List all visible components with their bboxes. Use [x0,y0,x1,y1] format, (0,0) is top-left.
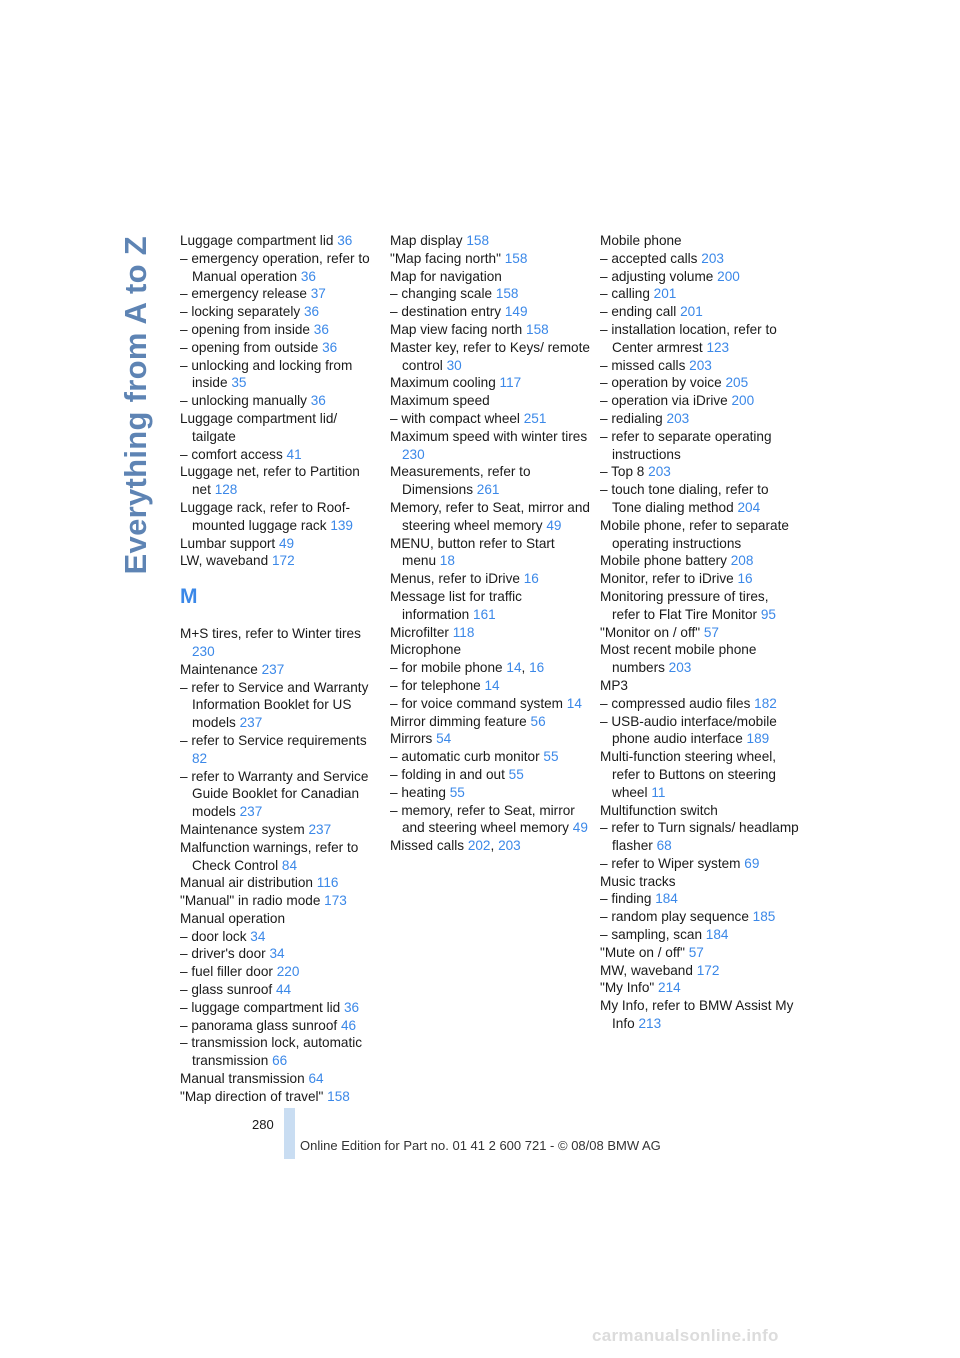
index-term: Missed calls [390,838,465,854]
footer-edition-note: Online Edition for Part no. 01 41 2 600 721 - © 08/08 BMW AG [300,1138,661,1153]
index-entry [600,873,800,891]
index-term: – heating [390,784,446,800]
index-entry [180,910,378,928]
page-link[interactable]: 128 [214,482,238,498]
index-entry [600,819,800,855]
page-link[interactable]: 36 [313,321,329,337]
index-entry [390,641,590,659]
page-link[interactable]: 261 [476,482,500,498]
index-column-1 [180,232,378,1106]
index-entry [180,981,378,999]
index-column-3 [600,232,800,1033]
index-term: – for telephone [390,677,481,693]
page-link[interactable]: 202 [467,838,491,854]
index-term: – glass sunroof [180,982,273,998]
page-link[interactable]: 55 [449,784,465,800]
index-term: Multifunction switch [600,802,718,818]
page-link[interactable]: 36 [310,393,326,409]
index-term: – luggage compartment lid [180,999,341,1015]
index-entry [180,732,378,768]
index-entry [600,855,800,873]
page-link[interactable]: 172 [696,962,720,978]
page-link[interactable]: 184 [705,927,729,943]
page-link[interactable]: 158 [466,233,490,248]
index-term: – driver's door [180,946,266,962]
page-number: 280 [252,1117,274,1132]
page-link[interactable]: 46 [340,1017,357,1033]
index-term: – missed calls [600,357,686,373]
index-term: Monitoring pressure of tires, refer to Flat Tire Monitor [600,588,769,622]
index-entry [600,979,800,997]
index-entry [600,926,800,944]
index-entry [390,232,590,250]
index-term: – automatic curb monitor [390,749,540,765]
index-term: – touch tone dialing, refer to Tone dialing method [600,482,769,515]
index-term: – door lock [180,928,247,944]
page-link[interactable]: 203 [498,838,521,854]
index-term: Microphone [390,642,462,658]
index-entry [600,962,800,980]
index-term: – with compact wheel [390,410,520,426]
index-term: – refer to Turn signals/ headlamp flasher [600,820,799,854]
page-link[interactable]: 203 [668,660,692,676]
index-entry [180,928,378,946]
page-link[interactable]: 158 [495,286,519,302]
index-entry [180,410,378,446]
index-term: Manual air distribution [180,875,313,891]
index-term: – destination entry [390,304,502,320]
index-entry [180,339,378,357]
index-term: – for voice command system [390,695,564,711]
index-term: MP3 [600,677,628,693]
index-term: – transmission lock, automatic transmission [180,1035,363,1069]
page-link[interactable]: 57 [688,944,704,960]
index-entry [600,997,800,1033]
index-entry [180,1070,378,1088]
page-link[interactable]: 117 [499,375,522,391]
index-entry [600,552,800,570]
index-term: – calling [600,286,650,302]
index-entry [390,463,590,499]
page-link[interactable]: 37 [310,286,326,302]
index-entry [180,552,378,570]
index-entry [180,250,378,286]
page-link[interactable]: 139 [330,517,353,533]
index-entry [180,679,378,732]
page-link[interactable]: 184 [655,891,678,907]
index-entry [600,908,800,926]
page-link[interactable]: 34 [269,946,285,962]
index-entry [600,250,800,268]
index-entry [390,784,590,802]
index-entry [600,713,800,749]
footer-accent-bar [284,1108,295,1159]
section-letter: M [180,585,198,609]
page-link[interactable]: 237 [261,661,285,677]
index-entry [180,999,378,1017]
index-entry [390,730,590,748]
page-link[interactable]: 237 [239,804,263,820]
index-entry [390,392,590,410]
page-link[interactable]: 55 [508,766,524,782]
page-link[interactable]: 185 [752,909,776,925]
index-term: Mobile phone, refer to separate operating instructions [600,517,789,551]
page-link[interactable]: 213 [638,1016,662,1032]
index-term: – unlocking and locking from inside [180,357,353,391]
page-link[interactable]: 49 [572,820,588,836]
index-term: Manual operation [180,910,286,926]
index-entry [600,517,800,553]
page-link[interactable]: 149 [504,304,528,320]
index-entry [600,392,800,410]
page-link[interactable]: 182 [754,695,777,711]
page-link[interactable]: 57 [703,624,719,640]
index-term: "Map facing north" [390,250,501,266]
page-separator: , [490,838,499,854]
index-term: Message list for traffic information [390,588,522,622]
index-term: "Monitor on / off" [600,624,701,640]
index-term: Menus, refer to iDrive [390,571,520,587]
page-link[interactable]: 69 [744,855,760,871]
page-link[interactable]: 116 [316,875,339,891]
page-link[interactable]: 203 [689,357,712,373]
index-entry [600,268,800,286]
page-link[interactable]: 30 [446,357,462,373]
index-entry [390,250,590,268]
page-link[interactable]: 203 [701,250,724,266]
index-entry [600,695,800,713]
page-link[interactable]: 203 [666,410,690,426]
page-link[interactable]: 251 [523,410,547,426]
index-term: – USB-audio interface/mobile phone audio interface [600,713,777,747]
index-entry [600,428,800,464]
index-term: Lumbar support [180,535,276,551]
index-entry [600,357,800,375]
page-link[interactable]: 49 [546,517,562,533]
index-entry [390,588,590,624]
page-link[interactable]: 200 [731,393,755,409]
index-entry [600,374,800,392]
page-link[interactable]: 55 [543,749,559,765]
index-entry [390,624,590,642]
index-term: – refer to Service requirements [180,732,367,748]
index-term: – comfort access [180,446,283,462]
index-entry [600,232,800,250]
index-term: Luggage compartment lid [180,233,334,248]
index-term: – operation by voice [600,375,722,391]
index-term: – opening from outside [180,339,319,355]
page-link[interactable]: 14 [566,695,582,711]
index-term: – redialing [600,410,663,426]
index-term: Maximum speed with winter tires [390,428,588,444]
index-entry [600,748,800,801]
index-term: – adjusting volume [600,268,714,284]
page-link[interactable]: 41 [286,446,302,462]
index-entry [180,892,378,910]
index-entry [180,321,378,339]
page-link[interactable]: 66 [272,1053,288,1069]
index-entry [390,321,590,339]
index-entry [180,1088,378,1106]
index-term: – emergency operation, refer to Manual operation [180,250,370,284]
page-link[interactable]: 208 [730,553,754,569]
index-term: "My Info" [600,980,655,996]
index-term: – refer to separate operating instructions [600,428,772,462]
page-link[interactable]: 237 [239,715,263,731]
index-entry [390,410,590,428]
index-entry [390,303,590,321]
index-term: MENU, button refer to Start menu [390,535,555,569]
page-link[interactable]: 172 [271,553,295,569]
index-entry [600,641,800,677]
index-entry [180,499,378,535]
index-term: Maintenance system [180,821,305,837]
page-link[interactable]: 16 [529,660,545,676]
index-term: – refer to Service and Warranty Information Booklet for US models [180,679,369,731]
index-entry [390,677,590,695]
index-column-2 [390,232,590,855]
index-term: My Info, refer to BMW Assist My Info [600,998,794,1032]
index-term: "Mute on / off" [600,944,685,960]
index-term: Microfilter [390,624,449,640]
index-entry [180,768,378,821]
index-entry [600,285,800,303]
index-entry [180,625,378,661]
index-entry [180,661,378,679]
index-term: Mobile phone [600,233,682,248]
page-link[interactable]: 118 [452,624,475,640]
watermark: carmanualsonline.info [592,1326,779,1345]
index-entry [180,1017,378,1035]
index-term: – unlocking manually [180,393,307,409]
index-entry [600,463,800,481]
index-term: Manual transmission [180,1071,305,1087]
page-link[interactable]: 201 [653,286,677,302]
index-entry [390,339,590,375]
index-entry [600,588,800,624]
index-entry [180,285,378,303]
index-term: M+S tires, refer to Winter tires [180,626,361,642]
index-term: – refer to Wiper system [600,855,741,871]
page-separator: , [521,660,530,676]
index-entry [180,535,378,553]
index-term: Luggage net, refer to Partition net [180,464,360,498]
index-term: – locking separately [180,304,301,320]
index-term: – opening from inside [180,321,310,337]
index-term: Mirrors [390,731,433,747]
page-link[interactable]: 123 [706,339,730,355]
index-term: Map for navigation [390,268,502,284]
index-entry [600,802,800,820]
index-term: Map display [390,233,463,248]
index-entry [180,232,378,250]
page-link[interactable]: 36 [303,304,320,320]
index-entry [180,1034,378,1070]
index-entry [180,945,378,963]
page-link[interactable]: 200 [717,268,740,284]
page-link[interactable]: 173 [324,893,347,909]
index-term: – operation via iDrive [600,393,728,409]
index-entry [390,268,590,286]
page-link[interactable]: 237 [308,821,332,837]
page-link[interactable]: 158 [526,321,549,337]
page-link[interactable]: 64 [308,1071,324,1087]
page-link[interactable]: 14 [484,677,500,693]
page-link[interactable]: 16 [737,571,753,587]
index-term: Music tracks [600,873,676,889]
page-link[interactable]: 84 [281,857,298,873]
index-entry [180,357,378,393]
index-entry [180,303,378,321]
index-term: Memory, refer to Seat, mirror and steering wheel memory [390,499,590,533]
index-entry [180,874,378,892]
index-entry [600,321,800,357]
index-term: Measurements, refer to Dimensions [390,464,531,498]
index-entry [390,499,590,535]
index-term: "Map direction of travel" [180,1088,324,1104]
index-term: – random play sequence [600,909,749,925]
page-link[interactable]: 158 [327,1088,350,1104]
index-term: Maximum speed [390,393,490,409]
page-link[interactable]: 230 [402,446,425,462]
index-term: – fuel filler door [180,964,273,980]
page-link[interactable]: 201 [680,304,703,320]
index-term: Map view facing north [390,321,523,337]
page-link[interactable]: 205 [725,375,749,391]
index-term: – panorama glass sunroof [180,1017,338,1033]
page-link[interactable]: 68 [656,838,672,854]
page-link[interactable]: 35 [231,375,247,391]
index-term: – folding in and out [390,766,505,782]
index-term: Malfunction warnings, refer to Check Control [180,839,359,873]
index-term: Monitor, refer to iDrive [600,571,734,587]
page-link[interactable]: 44 [275,982,292,998]
index-entry [390,535,590,571]
page-link[interactable]: 220 [276,964,300,980]
page-link[interactable]: 189 [746,731,770,747]
index-term: – accepted calls [600,250,698,266]
index-entry [390,837,590,855]
index-entry [180,463,378,499]
page-link[interactable]: 36 [300,268,316,284]
page-link[interactable]: 18 [439,553,455,569]
index-term: Luggage compartment lid/ tailgate [180,410,338,444]
page-link[interactable]: 158 [504,250,528,266]
page-link[interactable]: 16 [523,571,539,587]
index-entry [390,713,590,731]
page-link[interactable]: 36 [337,233,353,248]
index-term: LW, waveband [180,553,269,569]
index-entry [600,624,800,642]
index-entry [600,481,800,517]
page-link[interactable]: 203 [648,464,671,480]
index-entry [390,285,590,303]
index-entry [390,374,590,392]
index-entry [180,392,378,410]
index-term: – sampling, scan [600,927,703,943]
page-link[interactable]: 14 [506,660,522,676]
index-entry [180,821,378,839]
index-term: – for mobile phone [390,660,503,676]
page-link[interactable]: 95 [760,606,776,622]
index-term: Maximum cooling [390,375,496,391]
page-link[interactable]: 11 [651,784,666,800]
index-term: Most recent mobile phone numbers [600,642,757,676]
index-entry [600,570,800,588]
index-entry [600,944,800,962]
index-entry [180,446,378,464]
page-link[interactable]: 82 [192,750,208,766]
index-entry [600,677,800,695]
index-term: – ending call [600,304,677,320]
index-term: Maintenance [180,661,258,677]
index-term: – changing scale [390,286,493,302]
page-link[interactable]: 36 [322,339,338,355]
page-link[interactable]: 36 [343,999,360,1015]
index-term: Luggage rack, refer to Roof-mounted luggage rack [180,499,351,533]
index-term: – compressed audio files [600,695,751,711]
index-term: – Top 8 [600,464,645,480]
page-link[interactable]: 56 [530,713,546,729]
page-link[interactable]: 204 [737,499,761,515]
index-term: – finding [600,891,652,907]
page-link[interactable]: 49 [279,535,295,551]
page-link[interactable]: 161 [473,606,496,622]
page-link[interactable]: 214 [658,980,681,996]
index-term: "Manual" in radio mode [180,893,321,909]
index-entry [390,748,590,766]
index-entry [390,428,590,464]
index-term: Multi-function steering wheel, refer to Buttons on steering wheel [600,749,777,800]
section-side-title: Everything from A to Z [118,236,153,575]
index-term: Mobile phone battery [600,553,727,569]
index-entry [390,659,590,677]
index-entry [390,802,590,838]
index-term: Mirror dimming feature [390,713,527,729]
page-link[interactable]: 54 [436,731,452,747]
index-term: – memory, refer to Seat, mirror and steering wheel memory [390,802,575,836]
index-term: – emergency release [180,286,307,302]
index-term: Master key, refer to Keys/ remote control [390,339,590,373]
index-entry [600,410,800,428]
index-term: – refer to Warranty and Service Guide Booklet for Canadian models [180,768,369,820]
index-entry [180,963,378,981]
index-entry [390,695,590,713]
index-term: MW, waveband [600,962,693,978]
page-link[interactable]: 34 [250,928,266,944]
index-entry [600,303,800,321]
index-term: – installation location, refer to Center armrest [600,321,777,355]
index-entry [600,890,800,908]
index-entry [180,839,378,875]
index-entry [390,570,590,588]
index-entry [390,766,590,784]
page-link[interactable]: 230 [192,643,215,659]
